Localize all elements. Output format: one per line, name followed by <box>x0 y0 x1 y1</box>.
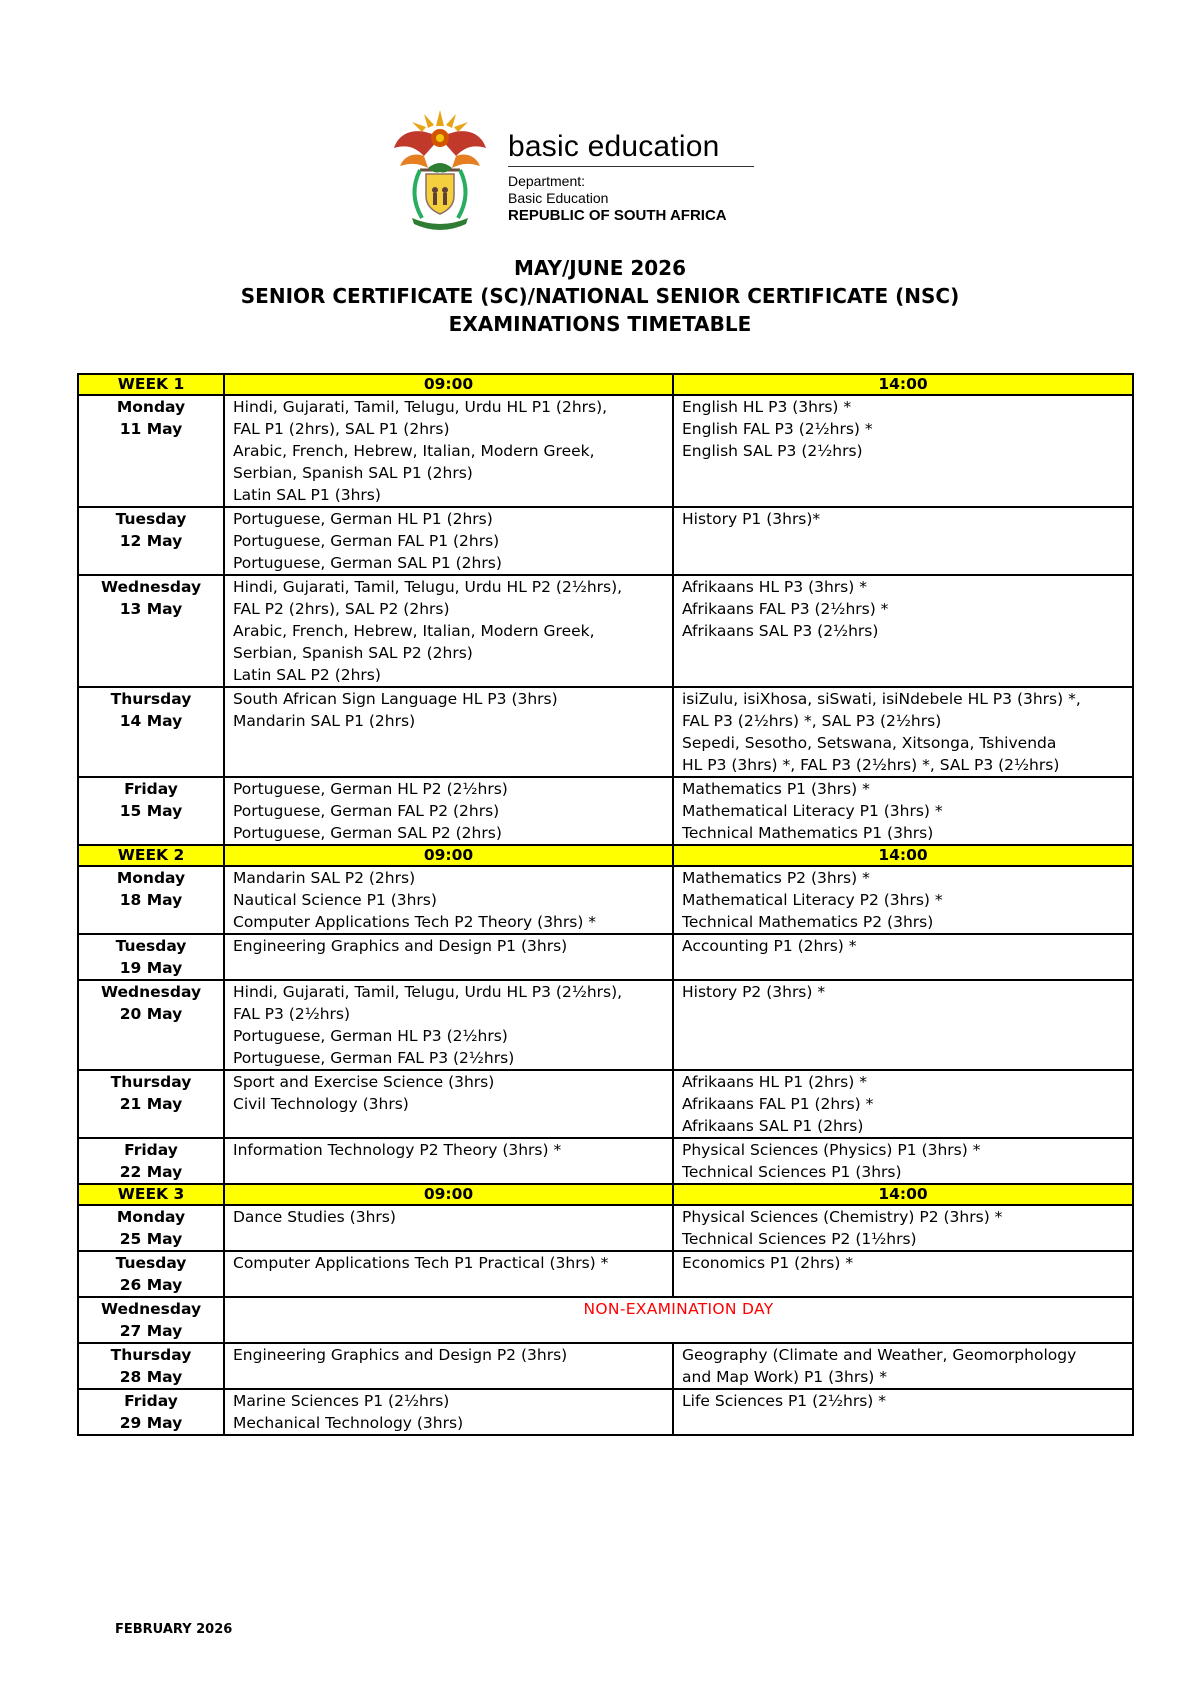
session-time-afternoon: 14:00 <box>673 1184 1133 1205</box>
title-certificate: SENIOR CERTIFICATE (SC)/NATIONAL SENIOR CERTIFICATE (NSC) <box>240 284 960 308</box>
exam-line: Portuguese, German FAL P3 (2½hrs) <box>233 1049 515 1067</box>
exam-line: Hindi, Gujarati, Tamil, Telugu, Urdu HL P3 (2½hrs), <box>233 983 623 1001</box>
week-label: WEEK 3 <box>78 1184 224 1205</box>
department-name: Basic Education <box>508 190 609 206</box>
exam-line: South African Sign Language HL P3 (3hrs) <box>233 690 558 708</box>
morning-exams <box>224 1389 673 1435</box>
afternoon-exams <box>673 1251 1133 1297</box>
exam-line: FAL P3 (2½hrs) *, SAL P3 (2½hrs) <box>682 712 942 730</box>
date: 19 May <box>119 959 183 977</box>
exam-line: FAL P1 (2hrs), SAL P1 (2hrs) <box>233 420 450 438</box>
weekday: Thursday <box>110 1346 192 1364</box>
exam-line: Hindi, Gujarati, Tamil, Telugu, Urdu HL P1 (2hrs), <box>233 398 608 416</box>
afternoon-exams <box>673 395 1133 507</box>
date: 20 May <box>119 1005 183 1023</box>
exam-line: Mathematics P1 (3hrs) * <box>682 780 870 798</box>
exam-line: Sport and Exercise Science (3hrs) <box>233 1073 495 1091</box>
exam-line: Latin SAL P2 (2hrs) <box>233 666 381 684</box>
document-title <box>0 254 1200 338</box>
exam-line: Mechanical Technology (3hrs) <box>233 1414 464 1432</box>
afternoon-exams <box>673 777 1133 845</box>
day-cell <box>78 395 224 507</box>
morning-exams <box>224 395 673 507</box>
country-name: REPUBLIC OF SOUTH AFRICA <box>508 207 727 224</box>
exam-line: Economics P1 (2hrs) * <box>682 1254 854 1272</box>
exam-line: Hindi, Gujarati, Tamil, Telugu, Urdu HL P2 (2½hrs), <box>233 578 623 596</box>
exam-line: Engineering Graphics and Design P1 (3hrs) <box>233 937 568 955</box>
day-row <box>78 1343 1133 1389</box>
day-row <box>78 1138 1133 1184</box>
footer-date: FEBRUARY 2026 <box>115 1622 233 1637</box>
exam-line: Afrikaans FAL P3 (2½hrs) * <box>682 600 889 618</box>
exam-line: English FAL P3 (2½hrs) * <box>682 420 873 438</box>
weekday: Tuesday <box>115 1254 187 1272</box>
weekday: Friday <box>124 1141 178 1159</box>
exam-line: FAL P2 (2hrs), SAL P2 (2hrs) <box>233 600 450 618</box>
week-label: WEEK 2 <box>78 845 224 866</box>
day-row <box>78 1297 1133 1343</box>
day-row <box>78 575 1133 687</box>
exam-line: Information Technology P2 Theory (3hrs) * <box>233 1141 562 1159</box>
exam-line: Portuguese, German SAL P1 (2hrs) <box>233 554 502 572</box>
exam-line: Portuguese, German HL P1 (2hrs) <box>233 510 493 528</box>
exam-line: Accounting P1 (2hrs) * <box>682 937 857 955</box>
weekday: Tuesday <box>115 510 187 528</box>
weekday: Friday <box>124 780 178 798</box>
date: 26 May <box>119 1276 183 1294</box>
day-cell <box>78 1138 224 1184</box>
weekday: Monday <box>116 398 186 416</box>
brand-name: basic education <box>508 130 754 167</box>
afternoon-exams <box>673 934 1133 980</box>
session-time-morning: 09:00 <box>224 845 673 866</box>
weekday: Friday <box>124 1392 178 1410</box>
date: 27 May <box>119 1322 183 1340</box>
day-cell <box>78 507 224 575</box>
exam-line: isiZulu, isiXhosa, siSwati, isiNdebele HL P3 (3hrs) *, <box>682 690 1081 708</box>
session-time-afternoon: 14:00 <box>673 374 1133 395</box>
date: 11 May <box>119 420 183 438</box>
day-cell <box>78 1297 224 1343</box>
exam-line: and Map Work) P1 (3hrs) * <box>682 1368 887 1386</box>
exam-line: Nautical Science P1 (3hrs) <box>233 891 437 909</box>
afternoon-exams <box>673 1343 1133 1389</box>
exam-line: FAL P3 (2½hrs) <box>233 1005 351 1023</box>
afternoon-exams <box>673 1205 1133 1251</box>
day-row <box>78 395 1133 507</box>
exam-line: English SAL P3 (2½hrs) <box>682 442 863 460</box>
morning-exams <box>224 777 673 845</box>
week-header-row <box>78 845 1133 866</box>
timetable-body <box>78 374 1133 1435</box>
afternoon-exams <box>673 687 1133 777</box>
week-label: WEEK 1 <box>78 374 224 395</box>
exam-line: History P1 (3hrs)* <box>682 510 821 528</box>
morning-exams <box>224 980 673 1070</box>
weekday: Tuesday <box>115 937 187 955</box>
date: 29 May <box>119 1414 183 1432</box>
morning-exams <box>224 1343 673 1389</box>
afternoon-exams <box>673 980 1133 1070</box>
exam-line: Afrikaans SAL P3 (2½hrs) <box>682 622 879 640</box>
exam-line: Technical Mathematics P1 (3hrs) <box>682 824 934 842</box>
day-row <box>78 1251 1133 1297</box>
exam-line: Afrikaans HL P1 (2hrs) * <box>682 1073 867 1091</box>
date: 18 May <box>119 891 183 909</box>
weekday: Wednesday <box>100 983 202 1001</box>
date: 14 May <box>119 712 183 730</box>
exam-line: Geography (Climate and Weather, Geomorphology <box>682 1346 1077 1364</box>
day-row <box>78 777 1133 845</box>
date: 22 May <box>119 1163 183 1181</box>
afternoon-exams <box>673 507 1133 575</box>
day-cell <box>78 1389 224 1435</box>
morning-exams <box>224 1138 673 1184</box>
exam-line: Mathematical Literacy P2 (3hrs) * <box>682 891 943 909</box>
exam-line: Serbian, Spanish SAL P1 (2hrs) <box>233 464 473 482</box>
date: 12 May <box>119 532 183 550</box>
day-row <box>78 980 1133 1070</box>
day-cell <box>78 777 224 845</box>
week-header-row <box>78 374 1133 395</box>
weekday: Thursday <box>110 1073 192 1091</box>
exam-line: Marine Sciences P1 (2½hrs) <box>233 1392 450 1410</box>
weekday: Monday <box>116 869 186 887</box>
exam-line: Afrikaans FAL P1 (2hrs) * <box>682 1095 874 1113</box>
exam-line: Portuguese, German FAL P1 (2hrs) <box>233 532 500 550</box>
exam-line: Physical Sciences (Chemistry) P2 (3hrs) * <box>682 1208 1003 1226</box>
exam-line: Dance Studies (3hrs) <box>233 1208 396 1226</box>
day-cell <box>78 980 224 1070</box>
day-cell <box>78 1251 224 1297</box>
morning-exams <box>224 1251 673 1297</box>
letterhead <box>390 108 770 236</box>
department-label: Department: <box>508 173 586 189</box>
date: 25 May <box>119 1230 183 1248</box>
day-cell <box>78 934 224 980</box>
date: 15 May <box>119 802 183 820</box>
morning-exams <box>224 575 673 687</box>
exam-line: Engineering Graphics and Design P2 (3hrs) <box>233 1346 568 1364</box>
exam-line: Physical Sciences (Physics) P1 (3hrs) * <box>682 1141 981 1159</box>
date: 28 May <box>119 1368 183 1386</box>
title-session: MAY/JUNE 2026 <box>514 256 686 280</box>
day-cell <box>78 575 224 687</box>
date: 13 May <box>119 600 183 618</box>
afternoon-exams <box>673 866 1133 934</box>
exam-line: Civil Technology (3hrs) <box>233 1095 409 1113</box>
morning-exams <box>224 1205 673 1251</box>
exam-line: Afrikaans HL P3 (3hrs) * <box>682 578 867 596</box>
exam-line: History P2 (3hrs) * <box>682 983 826 1001</box>
afternoon-exams <box>673 1138 1133 1184</box>
weekday: Monday <box>116 1208 186 1226</box>
morning-exams <box>224 866 673 934</box>
exam-line: Computer Applications Tech P1 Practical (3hrs) * <box>233 1254 609 1272</box>
coat-of-arms-logo <box>390 108 490 230</box>
exam-line: Mandarin SAL P1 (2hrs) <box>233 712 416 730</box>
exam-line: Arabic, French, Hebrew, Italian, Modern Greek, <box>233 442 595 460</box>
day-row <box>78 687 1133 777</box>
exam-line: Latin SAL P1 (3hrs) <box>233 486 381 504</box>
exam-line: Mathematics P2 (3hrs) * <box>682 869 870 887</box>
week-header-row <box>78 1184 1133 1205</box>
exam-line: Portuguese, German FAL P2 (2hrs) <box>233 802 500 820</box>
exam-line: HL P3 (3hrs) *, FAL P3 (2½hrs) *, SAL P3 (2½hrs) <box>682 756 1060 774</box>
exam-line: Portuguese, German HL P3 (2½hrs) <box>233 1027 508 1045</box>
exam-line: Technical Sciences P1 (3hrs) <box>682 1163 902 1181</box>
exam-line: Afrikaans SAL P1 (2hrs) <box>682 1117 864 1135</box>
day-cell <box>78 866 224 934</box>
exam-line: Serbian, Spanish SAL P2 (2hrs) <box>233 644 473 662</box>
exam-line: Sepedi, Sesotho, Setswana, Xitsonga, Tshivenda <box>682 734 1057 752</box>
exam-line: Technical Sciences P2 (1½hrs) <box>682 1230 917 1248</box>
session-time-morning: 09:00 <box>224 1184 673 1205</box>
day-row <box>78 1389 1133 1435</box>
day-cell <box>78 1205 224 1251</box>
morning-exams <box>224 687 673 777</box>
day-cell <box>78 1070 224 1138</box>
day-cell <box>78 687 224 777</box>
exam-line: Computer Applications Tech P2 Theory (3hrs) * <box>233 913 597 931</box>
morning-exams <box>224 1070 673 1138</box>
day-row <box>78 507 1133 575</box>
date: 21 May <box>119 1095 183 1113</box>
exam-line: Mandarin SAL P2 (2hrs) <box>233 869 416 887</box>
non-examination-note: NON-EXAMINATION DAY <box>224 1297 1133 1343</box>
exam-line: Arabic, French, Hebrew, Italian, Modern Greek, <box>233 622 595 640</box>
exam-line: Mathematical Literacy P1 (3hrs) * <box>682 802 943 820</box>
title-timetable: EXAMINATIONS TIMETABLE <box>448 312 752 336</box>
exam-line: English HL P3 (3hrs) * <box>682 398 852 416</box>
exam-line: Life Sciences P1 (2½hrs) * <box>682 1392 887 1410</box>
day-cell <box>78 1343 224 1389</box>
day-row <box>78 1205 1133 1251</box>
day-row <box>78 866 1133 934</box>
exam-line: Technical Mathematics P2 (3hrs) <box>682 913 934 931</box>
morning-exams <box>224 934 673 980</box>
exam-line: Portuguese, German SAL P2 (2hrs) <box>233 824 502 842</box>
morning-exams <box>224 507 673 575</box>
afternoon-exams <box>673 1070 1133 1138</box>
session-time-afternoon: 14:00 <box>673 845 1133 866</box>
afternoon-exams <box>673 1389 1133 1435</box>
day-row <box>78 934 1133 980</box>
weekday: Wednesday <box>100 578 202 596</box>
weekday: Thursday <box>110 690 192 708</box>
exam-timetable <box>77 373 1134 1436</box>
afternoon-exams <box>673 575 1133 687</box>
exam-line: Portuguese, German HL P2 (2½hrs) <box>233 780 508 798</box>
session-time-morning: 09:00 <box>224 374 673 395</box>
day-row <box>78 1070 1133 1138</box>
weekday: Wednesday <box>100 1300 202 1318</box>
